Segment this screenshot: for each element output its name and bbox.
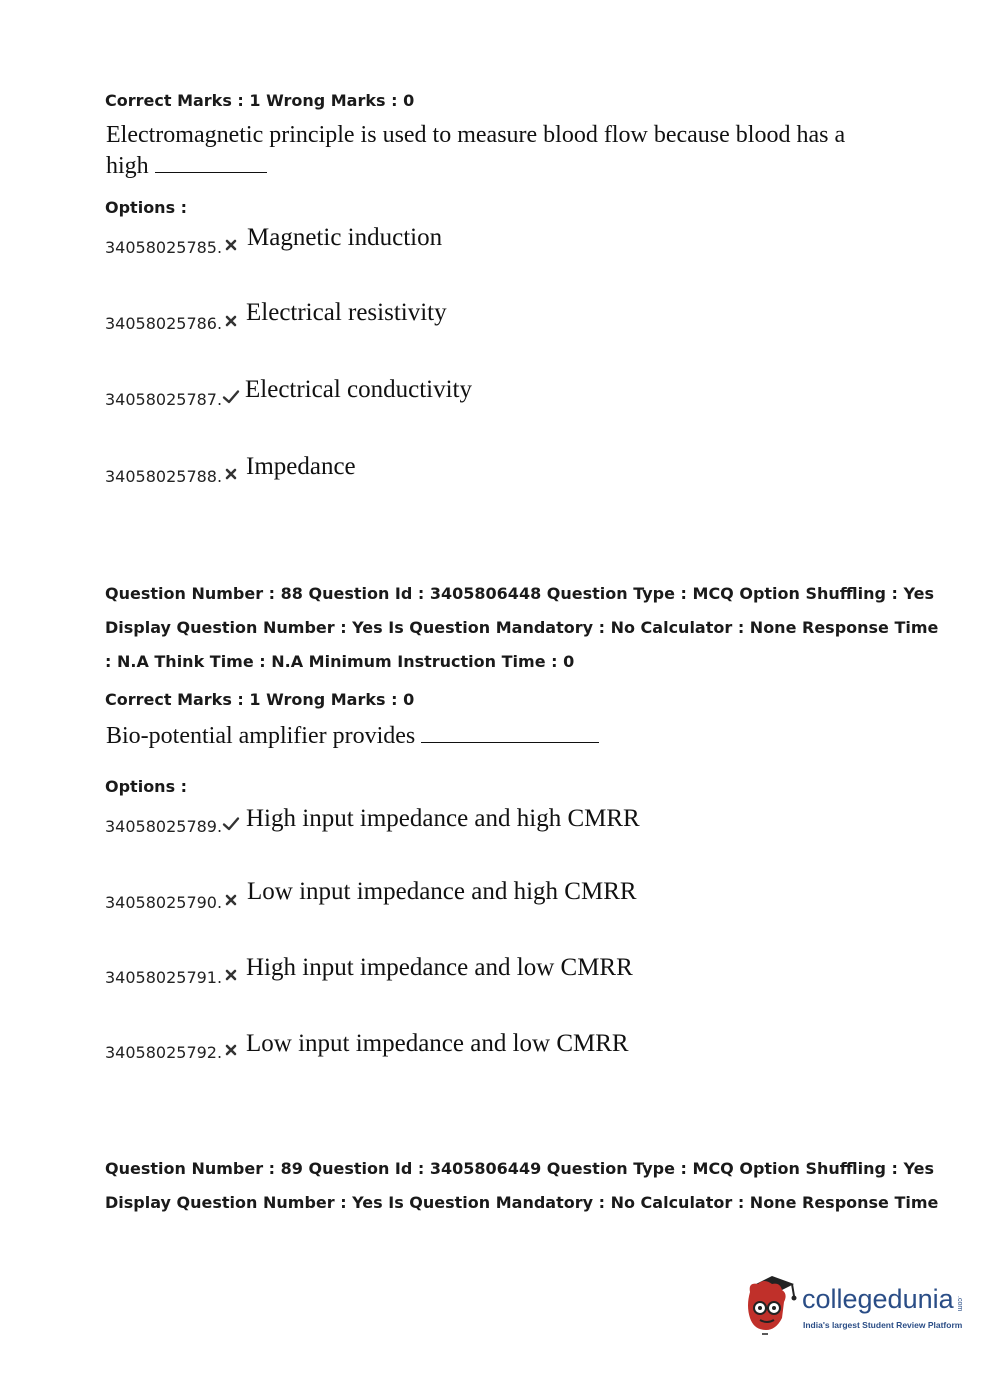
option-id: 34058025788.	[105, 467, 223, 486]
answer-blank	[421, 720, 599, 743]
option-text: High input impedance and high CMRR	[246, 805, 640, 832]
q89-meta-line2: Display Question Number : Yes Is Question Mandatory : No Calculator : None Response Time	[105, 1193, 939, 1212]
q88-meta-line1: Question Number : 88 Question Id : 3405806448 Question Type : MCQ Option Shuffling : Yes	[105, 584, 935, 603]
option-id: 34058025790.	[105, 893, 223, 912]
q88-options-label: Options :	[105, 777, 188, 796]
option-id: 34058025792.	[105, 1043, 223, 1062]
option-text: Impedance	[246, 453, 356, 480]
q87-question-text-line1: Electromagnetic principle is used to measure blood flow because blood has a	[106, 122, 846, 148]
answer-blank	[155, 150, 267, 173]
q87-question-text-line2	[106, 150, 267, 181]
logo-tagline: India's largest Student Review Platform	[803, 1320, 963, 1330]
check-icon	[222, 815, 240, 833]
cross-icon	[222, 465, 240, 483]
option-id: 34058025791.	[105, 968, 223, 987]
option-text: Magnetic induction	[247, 224, 443, 251]
q88-question-text	[106, 720, 599, 751]
cross-icon	[222, 891, 240, 909]
q88-marks: Correct Marks : 1 Wrong Marks : 0	[105, 690, 415, 709]
q88-question-text-body: Bio-potential amplifier provides	[106, 723, 416, 749]
q87-options-label: Options :	[105, 198, 188, 217]
option-text: Low input impedance and high CMRR	[247, 878, 637, 905]
q88-meta-line3: : N.A Think Time : N.A Minimum Instruction Time : 0	[105, 652, 575, 671]
option-text: Electrical resistivity	[246, 299, 447, 326]
q87-question-text-end: high	[106, 153, 149, 179]
check-icon	[222, 388, 240, 406]
cross-icon	[222, 236, 240, 254]
q88-meta-line2: Display Question Number : Yes Is Question Mandatory : No Calculator : None Response Time	[105, 618, 939, 637]
option-id: 34058025789.	[105, 817, 223, 836]
cross-icon	[222, 312, 240, 330]
cross-icon	[222, 966, 240, 984]
cross-icon	[222, 1041, 240, 1059]
q89-meta-line1: Question Number : 89 Question Id : 3405806449 Question Type : MCQ Option Shuffling : Yes	[105, 1159, 935, 1178]
option-id: 34058025786.	[105, 314, 223, 333]
option-text: Low input impedance and low CMRR	[246, 1030, 629, 1057]
option-text: High input impedance and low CMRR	[246, 954, 633, 981]
option-id: 34058025785.	[105, 238, 223, 257]
logo-suffix: .com	[956, 1296, 963, 1312]
option-text: Electrical conductivity	[245, 376, 472, 403]
collegedunia-mascot-icon	[742, 1272, 800, 1338]
logo-name: collegedunia	[802, 1284, 954, 1314]
q87-marks: Correct Marks : 1 Wrong Marks : 0	[105, 91, 415, 110]
option-id: 34058025787.	[105, 390, 223, 409]
